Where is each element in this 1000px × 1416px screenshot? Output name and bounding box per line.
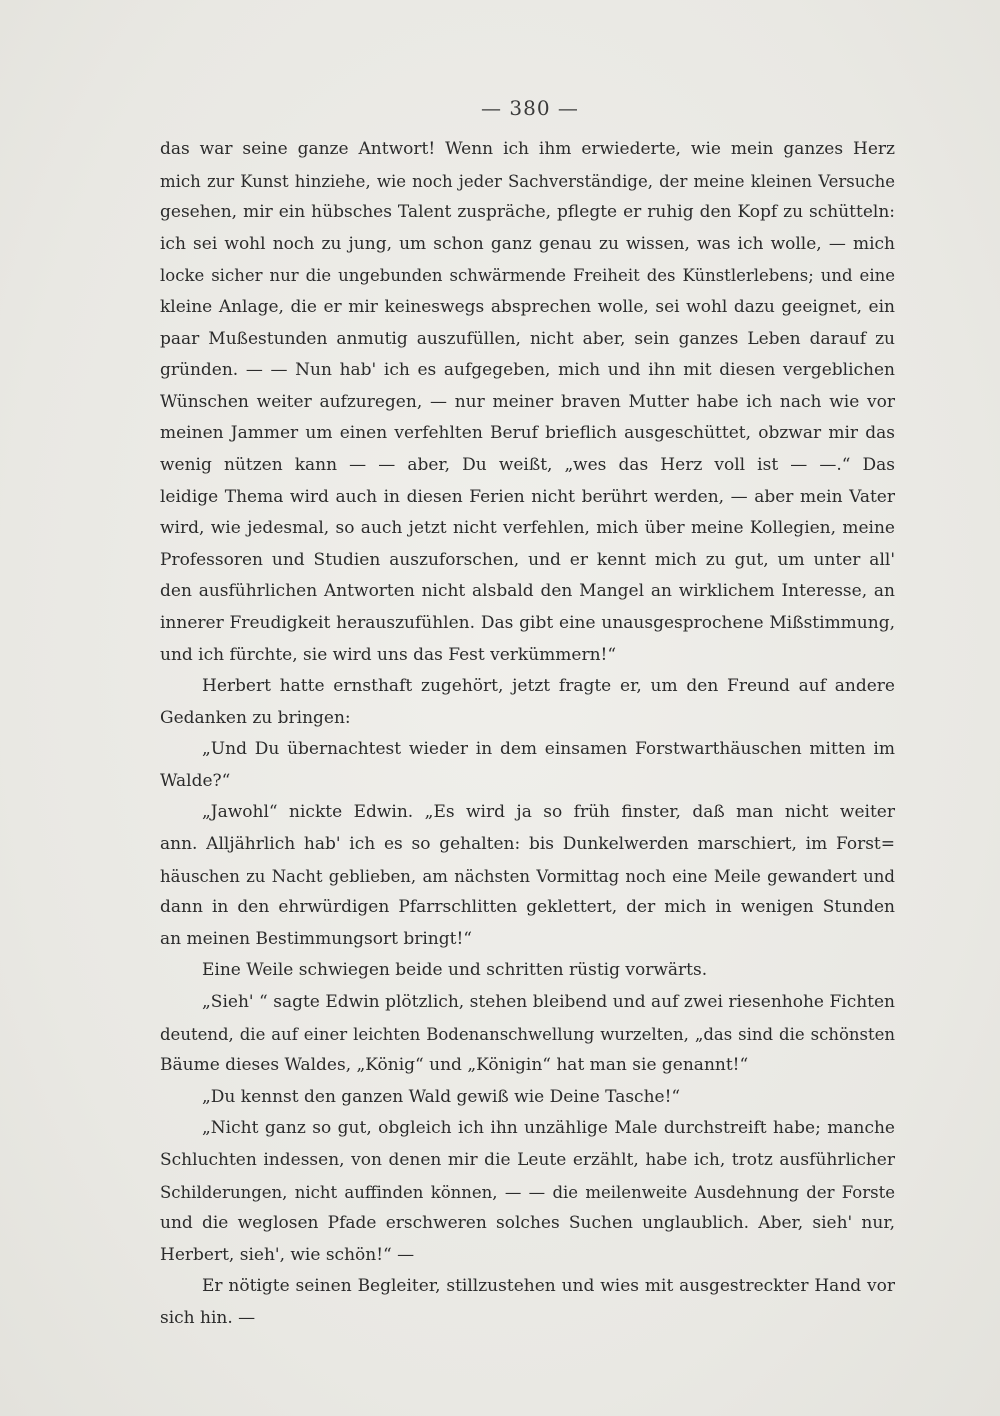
text-line: „Du kennst den ganzen Wald gewiß wie Deine Tasche!“ xyxy=(202,1086,681,1107)
text-line: Wünschen weiter aufzuregen, — nur meiner braven Mutter habe ich nach wie vor xyxy=(160,391,895,412)
text-line: und ich fürchte, sie wird uns das Fest verkümmern!“ xyxy=(160,644,617,665)
text-line: Professoren und Studien auszuforschen, und er kennt mich zu gut, um unter all' xyxy=(160,549,895,570)
text-line: ich sei wohl noch zu jung, um schon ganz genau zu wissen, was ich wolle, — mich xyxy=(160,233,895,254)
text-line: ann. Alljährlich hab' ich es so gehalten: bis Dunkelwerden marschiert, im Forst= xyxy=(160,834,895,855)
text-line: sich hin. — xyxy=(160,1307,256,1328)
text-line: gesehen, mir ein hübsches Talent zuspräche, pflegte er ruhig den Kopf zu schütteln: xyxy=(160,202,895,223)
text-line: mich zur Kunst hinziehe, wie noch jeder Sachverständige, der meine kleinen Versuche xyxy=(160,171,895,191)
text-line: an meinen Bestimmungsort bringt!“ xyxy=(160,928,472,949)
text-line: Walde?“ xyxy=(160,770,231,791)
text-line: „Und Du übernachtest wieder in dem einsamen Forstwarthäuschen mitten im xyxy=(202,739,895,760)
text-line: dann in den ehrwürdigen Pfarrschlitten geklettert, der mich in wenigen Stunden xyxy=(160,897,895,918)
text-line: meinen Jammer um einen verfehlten Beruf brieflich ausgeschüttet, obzwar mir das xyxy=(160,423,895,444)
body-text xyxy=(160,134,895,1335)
page-number: — 380 — xyxy=(481,96,579,120)
text-line: Schluchten indessen, von denen mir die Leute erzählt, habe ich, trotz ausführlicher xyxy=(160,1150,895,1170)
text-line: Gedanken zu bringen: xyxy=(160,707,351,728)
text-line: den ausführlichen Antworten nicht alsbald den Mangel an wirklichem Interesse, an xyxy=(160,581,895,602)
text-line: Herbert, sieh', wie schön!“ — xyxy=(160,1244,415,1265)
text-line: „Sieh' “ sagte Edwin plötzlich, stehen bleibend und auf zwei riesenhohe Fichten xyxy=(202,992,895,1013)
text-line: paar Mußestunden anmutig auszufüllen, nicht aber, sein ganzes Leben darauf zu xyxy=(160,328,895,349)
text-line: Er nötigte seinen Begleiter, stillzustehen und wies mit ausgestreckter Hand vor xyxy=(202,1276,895,1297)
text-line: wenig nützen kann — — aber, Du weißt, „wes das Herz voll ist — —.“ Das xyxy=(160,454,895,475)
text-line: Schilderungen, nicht auffinden können, — — die meilenweite Ausdehnung der Forste xyxy=(160,1182,895,1202)
text-line: locke sicher nur die ungebunden schwärmende Freiheit des Künstlerlebens; und eine xyxy=(160,266,895,286)
text-line: „Nicht ganz so gut, obgleich ich ihn unzählige Male durchstreift habe; manche xyxy=(202,1118,895,1139)
text-line: gründen. — — Nun hab' ich es aufgegeben, mich und ihn mit diesen vergeblichen xyxy=(160,360,895,381)
text-line: Bäume dieses Waldes, „König“ und „Königin“ hat man sie genannt!“ xyxy=(160,1055,749,1076)
text-line: das war seine ganze Antwort! Wenn ich ihm erwiederte, wie mein ganzes Herz xyxy=(160,139,895,159)
text-line: Eine Weile schwiegen beide und schritten rüstig vorwärts. xyxy=(202,960,708,981)
text-line: innerer Freudigkeit herauszufühlen. Das gibt eine unausgesprochene Mißstimmung, xyxy=(160,612,895,633)
text-line: leidige Thema wird auch in diesen Ferien nicht berührt werden, — aber mein Vater xyxy=(160,486,895,507)
text-line: und die weglosen Pfade erschweren solches Suchen unglaublich. Aber, sieh' nur, xyxy=(160,1213,895,1234)
text-line: Herbert hatte ernsthaft zugehört, jetzt fragte er, um den Freund auf andere xyxy=(202,676,895,697)
text-line: wird, wie jedesmal, so auch jetzt nicht verfehlen, mich über meine Kollegien, meine xyxy=(160,518,895,539)
text-line: kleine Anlage, die er mir keineswegs absprechen wolle, sei wohl dazu geeignet, ein xyxy=(160,296,895,317)
text-line: deutend, die auf einer leichten Bodenanschwellung wurzelten, „das sind die schönsten xyxy=(160,1024,895,1044)
text-line: häuschen zu Nacht geblieben, am nächsten Vormittag noch eine Meile gewandert und xyxy=(160,866,895,886)
text-line: „Jawohl“ nickte Edwin. „Es wird ja so früh finster, daß man nicht weiter xyxy=(202,802,895,823)
